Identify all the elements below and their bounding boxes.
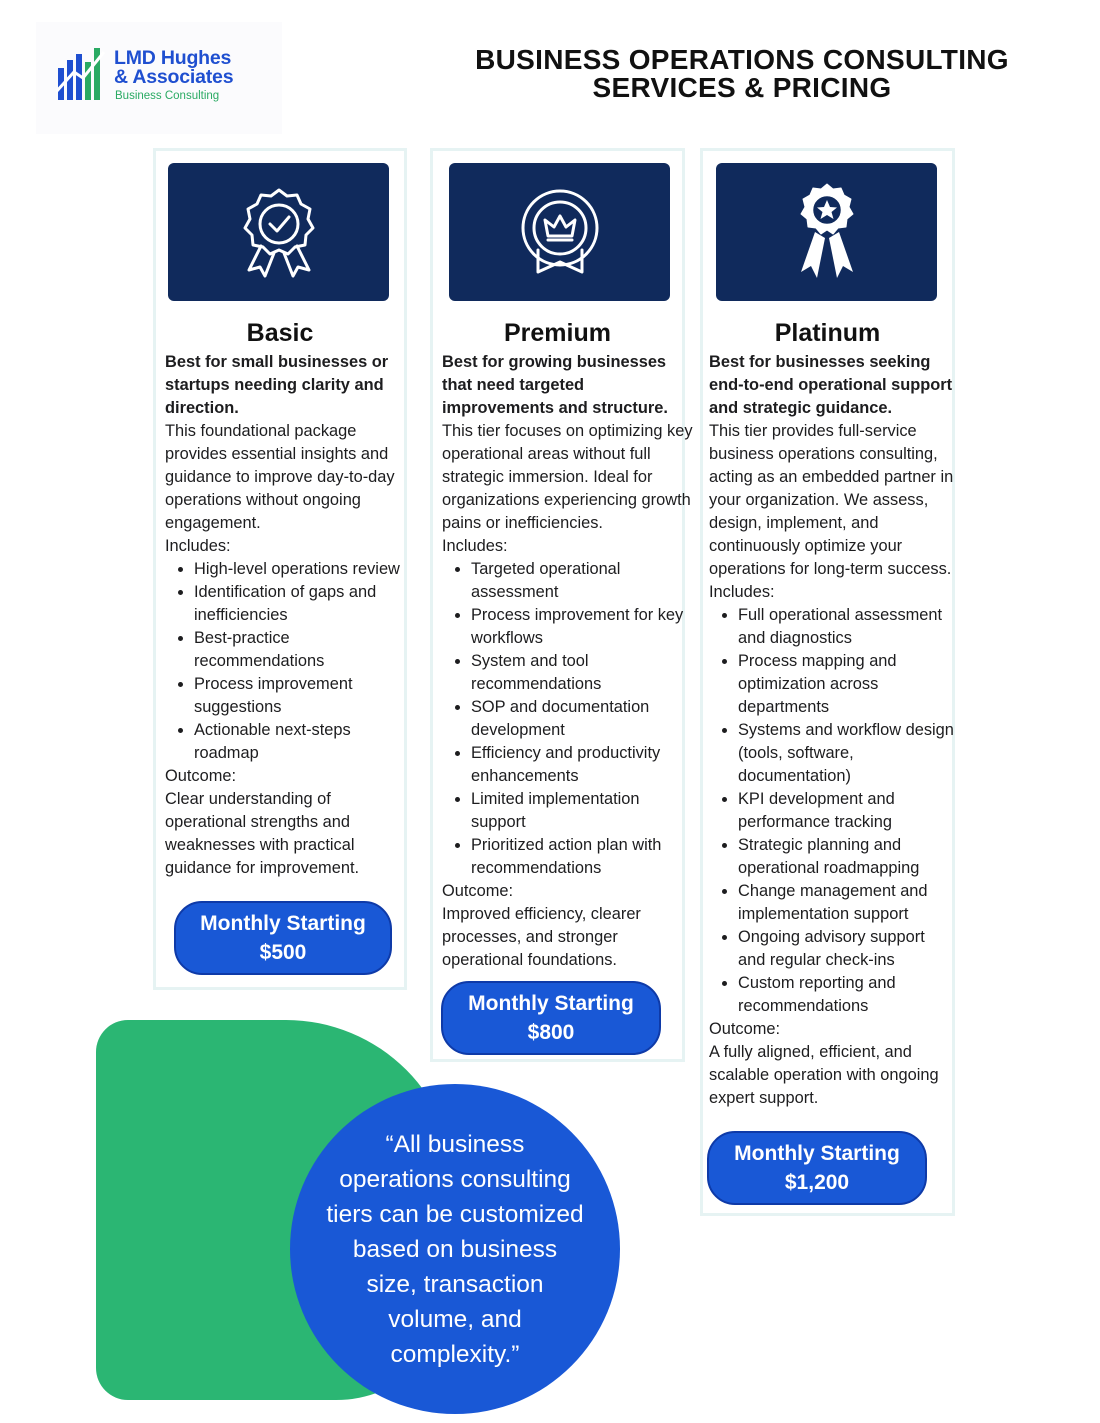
includes-list <box>709 604 956 1018</box>
price-value: $1,200 <box>784 1171 850 1194</box>
logo-name-line2: & Associates <box>114 66 234 88</box>
list-item: • Full operational assessment and diagnostics <box>738 604 956 650</box>
outcome-label: Outcome: <box>709 1020 781 1038</box>
outcome-label: Outcome: <box>165 767 237 785</box>
outcome-label: Outcome: <box>442 882 514 900</box>
price-label: Monthly Starting <box>734 1142 900 1165</box>
tier-banner <box>716 163 937 301</box>
quote-circle <box>290 1084 620 1414</box>
price-button-basic[interactable] <box>174 901 392 975</box>
price-value: $800 <box>527 1021 575 1044</box>
tier-card-premium <box>430 148 693 1062</box>
tier-details <box>709 351 956 1110</box>
logo-name-line1: LMD Hughes <box>114 47 232 69</box>
includes-label: Includes: <box>165 537 231 555</box>
price-button-premium[interactable] <box>441 981 661 1055</box>
page-title <box>450 46 1034 102</box>
list-item: • Systems and workflow design (tools, software, documentation) <box>738 719 956 788</box>
tier-banner <box>449 163 670 301</box>
crown-medal-icon <box>518 188 602 276</box>
tier-name: Platinum <box>774 319 881 347</box>
list-item: • Identification of gaps and inefficiencies <box>194 581 410 627</box>
includes-label: Includes: <box>709 583 775 601</box>
tier-details <box>442 351 697 972</box>
badge-check-icon <box>239 184 319 280</box>
page-title-line2: SERVICES & PRICING <box>592 72 892 103</box>
list-item: • Change management and implementation support <box>738 880 956 926</box>
outcome-text: Improved efficiency, clearer processes, and stronger operational foundations. <box>442 905 641 969</box>
list-item: • Process improvement for key workflows <box>471 604 697 650</box>
tier-name: Basic <box>246 319 314 347</box>
bar-chart-logo-icon <box>56 46 106 102</box>
price-value: $500 <box>259 941 307 964</box>
includes-list <box>165 558 410 765</box>
list-item: • High-level operations review <box>194 558 410 581</box>
list-item: • KPI development and performance tracking <box>738 788 956 834</box>
list-item: • Strategic planning and operational roadmapping <box>738 834 956 880</box>
list-item: • Targeted operational assessment <box>471 558 697 604</box>
tier-name: Premium <box>504 319 611 347</box>
list-item: • Prioritized action plan with recommendations <box>471 834 697 880</box>
quote-text: “All business operations consulting tiers can be customized based on business size, transaction volume, and complexity.” <box>326 1130 584 1368</box>
outcome-text: Clear understanding of operational strengths and weaknesses with practical guidance for improvement. <box>165 790 360 877</box>
list-item: • Process mapping and optimization across departments <box>738 650 956 719</box>
tier-description: This tier focuses on optimizing key operational areas without full strategic immersion. Ideal for organizations experiencing growth pains or inefficiencies. <box>442 422 693 532</box>
price-label: Monthly Starting <box>200 912 366 935</box>
tier-card-basic <box>153 148 407 990</box>
list-item: • Actionable next-steps roadmap <box>194 719 410 765</box>
list-item: • Limited implementation support <box>471 788 697 834</box>
list-item: • Best-practice recommendations <box>194 627 410 673</box>
list-item: • Custom reporting and recommendations <box>738 972 956 1018</box>
tier-tagline: Best for growing businesses that need targeted improvements and structure. <box>442 353 668 417</box>
list-item: • SOP and documentation development <box>471 696 697 742</box>
list-item: • System and tool recommendations <box>471 650 697 696</box>
tier-tagline: Best for small businesses or startups needing clarity and direction. <box>165 353 389 417</box>
tier-details <box>165 351 410 880</box>
company-logo <box>36 22 282 134</box>
logo-name <box>114 49 233 87</box>
tier-description: This tier provides full-service business operations consulting, acting as an embedded partner in your organization. We assess, design, implement, and continuously optimize your operations for long-term success. <box>709 422 954 578</box>
page-title-line1: BUSINESS OPERATIONS CONSULTING <box>475 44 1009 75</box>
list-item: • Process improvement suggestions <box>194 673 410 719</box>
list-item: • Efficiency and productivity enhancements <box>471 742 697 788</box>
logo-tagline: Business Consulting <box>115 90 220 102</box>
price-label: Monthly Starting <box>468 992 634 1015</box>
list-item: • Ongoing advisory support and regular check-ins <box>738 926 956 972</box>
includes-label: Includes: <box>442 537 508 555</box>
outcome-text: A fully aligned, efficient, and scalable operation with ongoing expert support. <box>709 1043 939 1107</box>
tier-card-platinum <box>700 148 955 1216</box>
price-button-platinum[interactable] <box>707 1131 927 1205</box>
tier-description: This foundational package provides essential insights and guidance to improve day-to-day operations without ongoing engagement. <box>165 422 395 532</box>
includes-list <box>442 558 697 880</box>
tier-banner <box>168 163 389 301</box>
star-ribbon-award-icon <box>789 182 865 282</box>
tier-tagline: Best for businesses seeking end-to-end operational support and strategic guidance. <box>709 353 953 417</box>
